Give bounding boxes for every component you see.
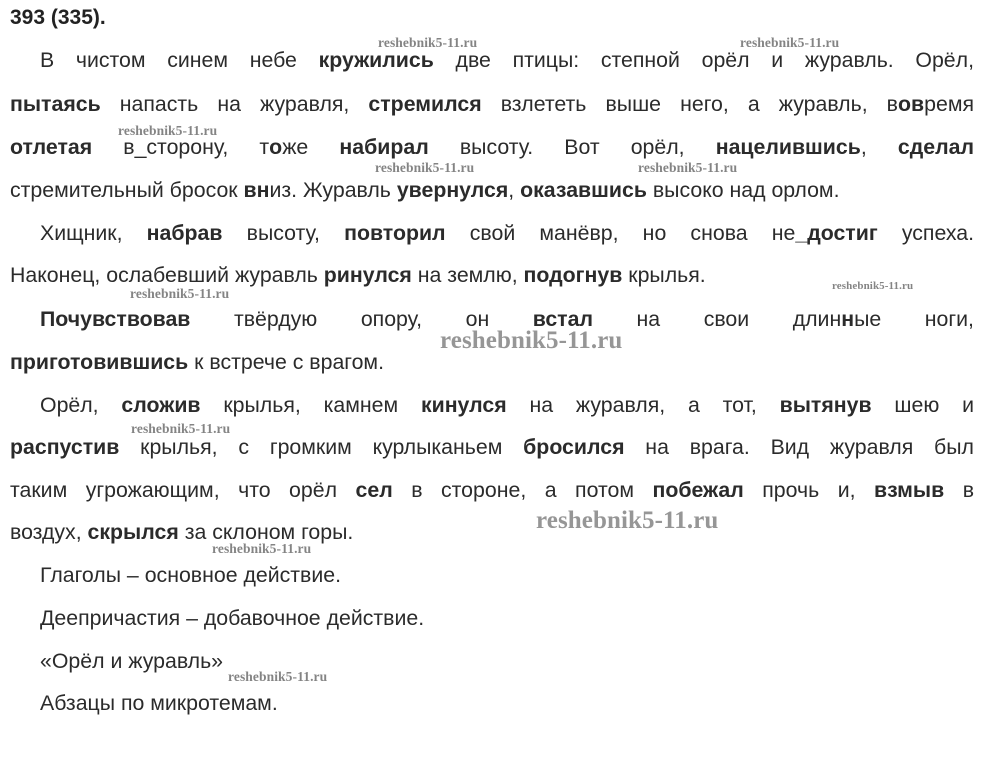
- bold-word: набирал: [339, 135, 429, 159]
- watermark: reshebnik5-11.ru: [740, 35, 840, 50]
- text-run: на свои длин: [593, 307, 842, 331]
- text-run: высоту. Вот орёл,: [428, 135, 716, 159]
- text-run: Глаголы – основное действие.: [40, 563, 342, 587]
- text-line: [10, 262, 974, 288]
- bold-word: распустив: [10, 435, 120, 459]
- text-run: таким угрожающим, что орёл: [10, 478, 356, 502]
- watermark: reshebnik5-11.ru: [832, 280, 914, 292]
- text-run: твёрдую опору, он: [190, 307, 533, 331]
- text-run: стремительный бросок: [10, 178, 244, 202]
- text-line: [10, 91, 974, 117]
- bold-word: стремился: [368, 92, 482, 116]
- text-run: Орёл,: [40, 393, 122, 417]
- text-run: в стороне, а потом: [392, 478, 653, 502]
- text-run: ,: [860, 135, 898, 159]
- bold-word: сложив: [121, 393, 201, 417]
- bold-word: сделал: [897, 135, 974, 159]
- bold-word: приготовившись: [10, 350, 189, 374]
- text-line: [40, 648, 974, 674]
- text-line: [10, 477, 974, 503]
- text-run: ые ноги,: [854, 307, 974, 331]
- bold-word: _достиг: [795, 221, 878, 245]
- bold-word: нацелившись: [715, 135, 861, 159]
- text-run: в_сторону, т: [92, 135, 270, 159]
- text-run: крылья.: [622, 263, 706, 287]
- text-run: из. Журавль: [269, 178, 397, 202]
- bold-word: кружились: [318, 48, 434, 72]
- bold-word: взмыв: [874, 478, 945, 502]
- text-line: [40, 392, 974, 418]
- text-run: свой манёвр, но снова не: [445, 221, 796, 245]
- text-run: ремя: [924, 92, 974, 116]
- text-run: на журавля, а тот,: [506, 393, 780, 417]
- bold-word: оказавшись: [520, 178, 647, 202]
- bold-word: Почувствовав: [40, 307, 191, 331]
- text-run: напасть на журавля,: [100, 92, 369, 116]
- watermark: reshebnik5-11.ru: [440, 327, 623, 354]
- text-run: на землю,: [411, 263, 524, 287]
- text-run: воздух,: [10, 520, 88, 544]
- bold-word: пытаясь: [10, 92, 101, 116]
- watermark: reshebnik5-11.ru: [212, 541, 312, 556]
- bold-word: побежал: [652, 478, 744, 502]
- bold-word: н: [841, 307, 855, 331]
- watermark: reshebnik5-11.ru: [375, 160, 475, 175]
- text-run: высоту,: [222, 221, 345, 245]
- bold-word: вытянув: [779, 393, 872, 417]
- text-run: крылья, с громким курлыканьем: [119, 435, 524, 459]
- bold-word: ов: [898, 92, 925, 116]
- bold-word: ринулся: [323, 263, 412, 287]
- watermark: reshebnik5-11.ru: [118, 123, 218, 138]
- text-run: «Орёл и журавль»: [40, 649, 224, 673]
- bold-word: набрав: [146, 221, 223, 245]
- text-run: крылья, камнем: [200, 393, 421, 417]
- text-run: же: [282, 135, 340, 159]
- bold-word: встал: [532, 307, 593, 331]
- text-line: [10, 519, 974, 545]
- text-run: две птицы: степной орёл и журавль. Орёл,: [433, 48, 974, 72]
- exercise-number: 393 (335).: [10, 6, 106, 29]
- text-run: Абзацы по микротемам.: [40, 691, 278, 715]
- text-run: успеха.: [877, 221, 974, 245]
- text-line: [40, 605, 974, 631]
- text-run: высоко над орлом.: [646, 178, 840, 202]
- text-run: за склоном горы.: [178, 520, 354, 544]
- bold-word: отлетая: [10, 135, 93, 159]
- text-line: [40, 690, 974, 716]
- text-run: Хищник,: [40, 221, 147, 245]
- bold-word: о: [269, 135, 283, 159]
- bold-word: кинулся: [420, 393, 507, 417]
- bold-word: сел: [355, 478, 393, 502]
- watermark: reshebnik5-11.ru: [228, 669, 328, 684]
- text-run: к встрече с врагом.: [188, 350, 384, 374]
- bold-word: увернулся: [396, 178, 509, 202]
- text-run: на врага. Вид журавля был: [624, 435, 974, 459]
- text-line: [40, 562, 974, 588]
- bold-word: бросился: [523, 435, 625, 459]
- text-line: [40, 220, 974, 246]
- text-line: [10, 177, 974, 203]
- bold-word: вн: [243, 178, 270, 202]
- watermark: reshebnik5-11.ru: [131, 421, 231, 436]
- watermark: reshebnik5-11.ru: [130, 286, 230, 301]
- text-line: [10, 434, 974, 460]
- bold-word: подогнув: [523, 263, 623, 287]
- text-run: Наконец, ослабевший журавль: [10, 263, 324, 287]
- bold-word: скрылся: [87, 520, 179, 544]
- text-run: шею и: [871, 393, 975, 417]
- text-run: прочь и,: [743, 478, 875, 502]
- bold-word: повторил: [344, 221, 446, 245]
- text-run: ,: [508, 178, 521, 202]
- watermark: reshebnik5-11.ru: [536, 507, 719, 534]
- text-run: В чистом синем небе: [40, 48, 319, 72]
- watermark: reshebnik5-11.ru: [378, 35, 478, 50]
- text-run: взлететь выше него, а журавль, в: [481, 92, 899, 116]
- watermark: reshebnik5-11.ru: [638, 160, 738, 175]
- text-run: Деепричастия – добавочное действие.: [40, 606, 425, 630]
- text-run: в: [944, 478, 975, 502]
